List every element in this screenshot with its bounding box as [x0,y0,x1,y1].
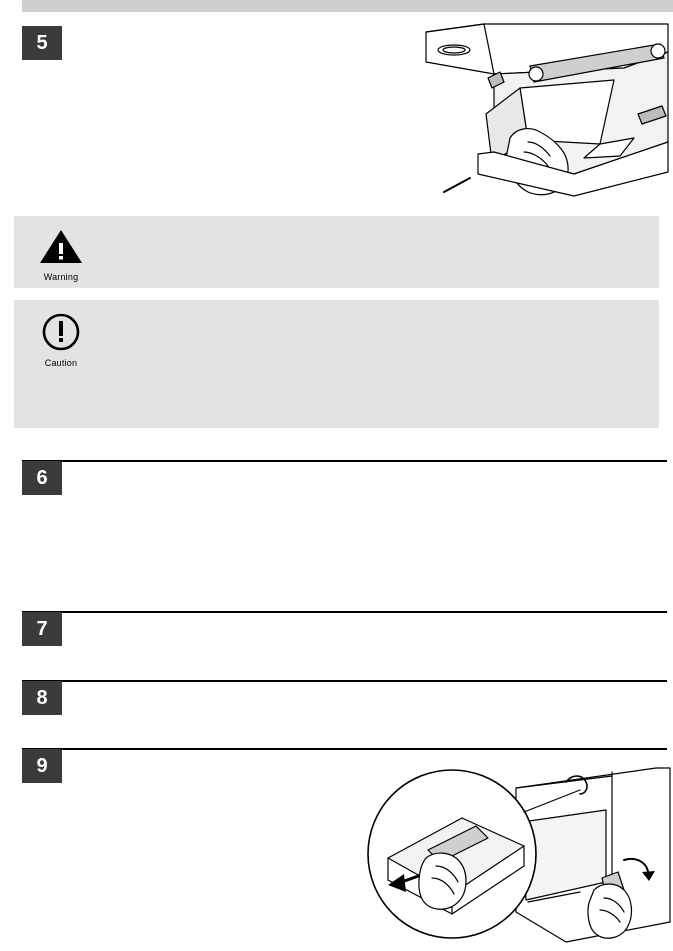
step-divider-6 [22,460,667,462]
page-header-band [0,0,673,12]
step-marker-6 [22,461,62,495]
step-marker-9 [22,749,62,783]
warning-triangle-icon [38,228,84,266]
paper-tray-lever-illustration [366,762,671,946]
caution-notice [14,300,659,428]
caution-exclamation-circle-icon [41,312,81,352]
step-number-9: 9 [36,755,48,777]
step-divider-8 [22,680,667,682]
caution-icon-wrap [30,312,92,368]
warning-notice [14,216,659,288]
step-number-5: 5 [36,32,48,54]
step-divider-9 [22,748,667,750]
step-divider-7 [22,611,667,613]
step-marker-7 [22,612,62,646]
page-header-band-left-gap [0,0,22,12]
step-number-8: 8 [36,687,48,709]
warning-icon-wrap [30,228,92,282]
step-marker-8 [22,681,62,715]
fusing-unit-paper-removal-illustration [424,22,669,198]
step-number-6: 6 [36,467,48,489]
warning-label: Warning [43,272,79,282]
step-marker-5 [22,26,62,60]
caution-label: Caution [44,358,78,368]
step-number-7: 7 [36,618,48,640]
